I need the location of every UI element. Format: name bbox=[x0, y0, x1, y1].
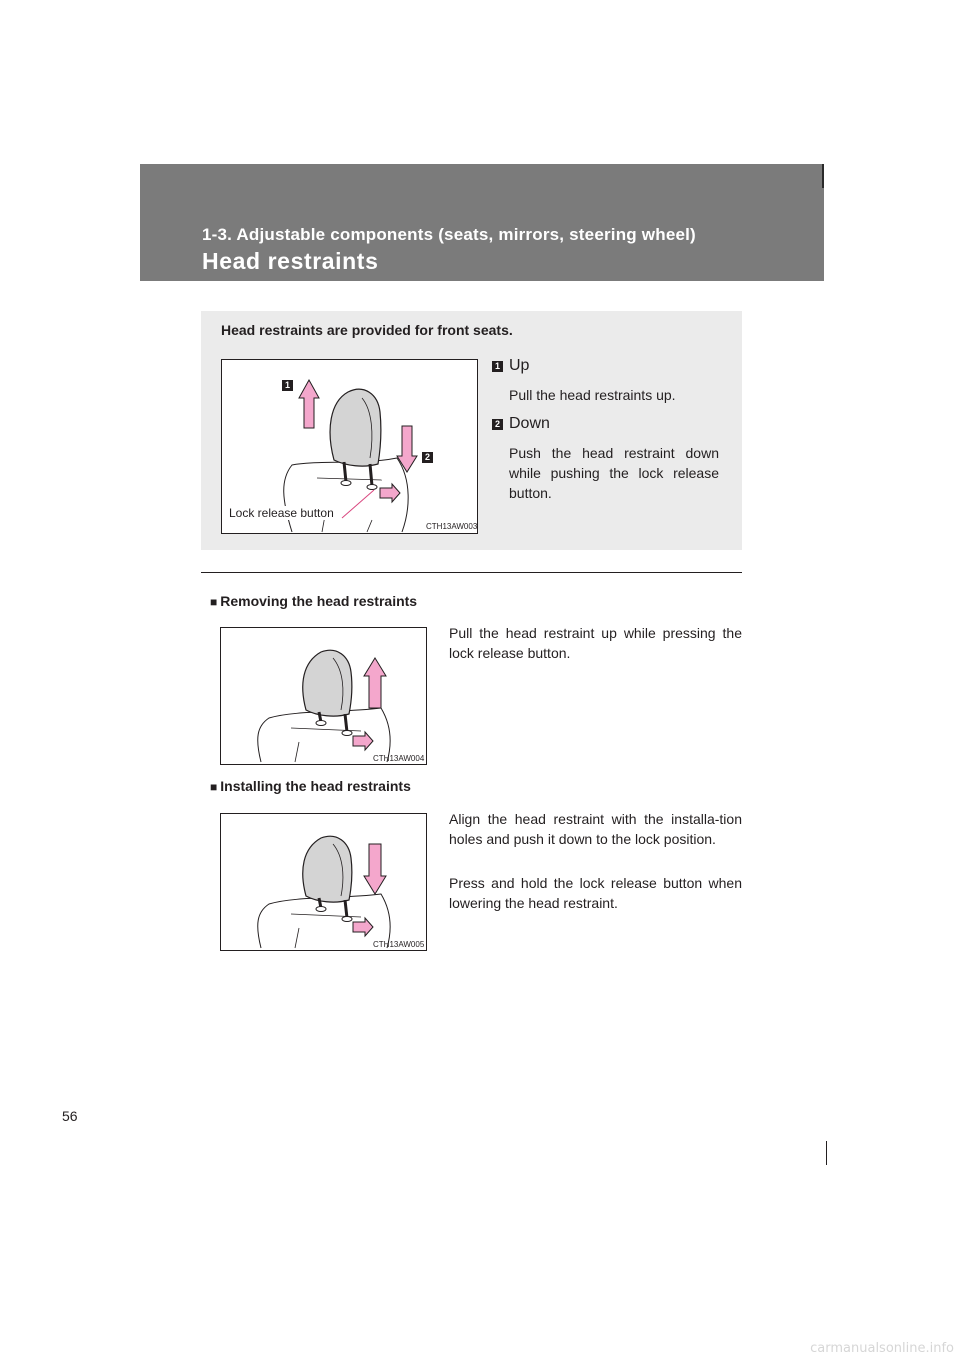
watermark-text: carmanualsonline.info bbox=[810, 1341, 954, 1356]
item-heading-down: Down bbox=[509, 415, 550, 432]
head-restraint-figure bbox=[221, 359, 478, 534]
subheading-removing bbox=[210, 593, 417, 609]
divider-rule bbox=[201, 572, 742, 573]
figure-code: CTH13AW003 bbox=[426, 522, 478, 531]
installing-text-1: Align the head restraint with the installa-tion holes and push it down to the lock position. bbox=[449, 811, 742, 847]
installing-figure bbox=[220, 813, 427, 951]
square-bullet-icon: ■ bbox=[210, 780, 218, 794]
item-text-down: Push the head restraint down while pushing the lock release button. bbox=[509, 445, 719, 501]
header-tick-mark bbox=[822, 164, 824, 188]
square-bullet-icon: ■ bbox=[210, 595, 218, 609]
removing-illustration bbox=[221, 628, 426, 764]
lock-release-label: Lock release button bbox=[229, 506, 334, 520]
removing-figure-code: CTH13AW004 bbox=[373, 754, 425, 763]
figure-badge-2: 2 bbox=[422, 452, 433, 463]
info-intro: Head restraints are provided for front seats. bbox=[221, 322, 513, 338]
installing-figure-code: CTH13AW005 bbox=[373, 940, 425, 949]
info-box bbox=[201, 311, 742, 550]
subheading-removing-text: Removing the head restraints bbox=[220, 593, 418, 609]
removing-text: Pull the head restraint up while pressing the lock release button. bbox=[449, 625, 742, 661]
page-title: Head restraints bbox=[202, 248, 379, 274]
installing-illustration bbox=[221, 814, 426, 950]
margin-line bbox=[826, 1141, 827, 1165]
item-heading-up: Up bbox=[509, 357, 530, 374]
item-badge-up: 1 bbox=[492, 361, 503, 372]
chapter-header bbox=[140, 164, 824, 281]
installing-text-2: Press and hold the lock release button when lowering the head restraint. bbox=[449, 875, 742, 911]
section-title: 1-3. Adjustable components (seats, mirrors, steering wheel) bbox=[202, 225, 696, 244]
removing-figure bbox=[220, 627, 427, 765]
figure-badge-1: 1 bbox=[282, 380, 293, 391]
item-badge-down: 2 bbox=[492, 419, 503, 430]
subheading-installing-text: Installing the head restraints bbox=[220, 778, 411, 794]
page-number: 56 bbox=[62, 1108, 78, 1124]
subheading-installing bbox=[210, 778, 411, 794]
item-text-up: Pull the head restraints up. bbox=[509, 387, 676, 403]
